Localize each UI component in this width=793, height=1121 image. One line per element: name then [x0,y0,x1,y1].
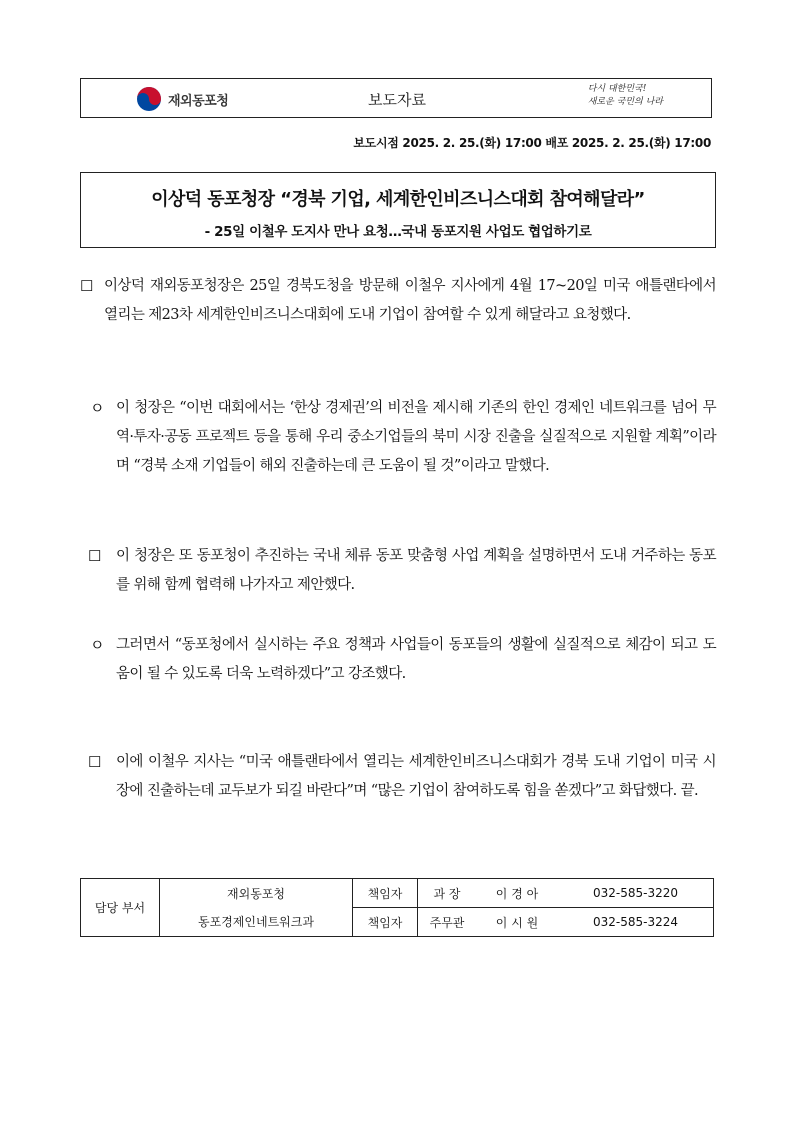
contact-phone: 032-585-3224 [558,908,714,937]
paragraph-text: 이 청장은 또 동포청이 추진하는 국내 체류 동포 맞춤형 사업 계획을 설명하면서 도내 거주하는 동포를 위해 함께 협력해 나가자고 제안했다. [116,548,716,593]
contact-phone: 032-585-3220 [558,879,714,908]
circle-marker: ㅇ [90,399,104,417]
slogan [588,83,663,109]
checkbox-marker: ☐ [80,277,93,295]
paragraph-4 [90,631,716,689]
checkbox-marker: ☐ [88,753,101,771]
paragraph-5 [88,748,716,806]
contact-title: 주무관 [418,908,477,937]
paragraph-2 [90,394,716,481]
contact-row [81,879,714,908]
contact-role: 책임자 [353,908,418,937]
slogan-line-1: 다시 대한민국! [587,84,647,94]
headline: 이상덕 동포청장 “경북 기업, 세계한인비즈니스대회 참여해달라” [151,189,645,210]
org-name: 재외동포청 [168,93,229,109]
doc-type: 보도자료 [368,91,426,109]
contact-name: 이 시 원 [476,908,558,937]
dept-division: 동포경제인네트워크과 [160,908,353,937]
release-info: 보도시점 2025. 2. 25.(화) 17:00 배포 2025. 2. 25.(화) 17:00 [353,136,711,150]
contact-name: 이 경 아 [476,879,558,908]
header-box [80,78,712,118]
paragraph-1 [80,272,716,330]
paragraph-text: 이에 이철우 지사는 “미국 애틀랜타에서 열리는 세계한인비즈니스대회가 경북 도내 기업이 미국 시장에 진출하는데 교두보가 되길 바란다”며 “많은 기업이 참여하도록 힘을 쏟겠다”고 화답했다. 끝. [116,754,716,799]
title-box [80,172,716,248]
checkbox-marker: ☐ [88,547,101,565]
paragraph-3 [88,542,716,600]
paragraph-text: 이상덕 재외동포청장은 25일 경북도청을 방문해 이철우 지사에게 4월 17~20일 미국 애틀랜타에서 열리는 제23차 세계한인비즈니스대회에 도내 기업이 참여할 수 있게 해달라고 요청했다. [104,278,716,323]
slogan-line-2: 새로운 국민의 나라 [587,97,663,107]
subheadline: - 25일 이철우 도지사 만나 요청…국내 동포지원 사업도 협업하기로 [204,224,592,240]
contact-role: 책임자 [353,879,418,908]
dept-org: 재외동포청 [160,879,353,908]
contact-table [80,878,714,937]
dept-label: 담당 부서 [81,879,160,937]
contact-title: 과 장 [418,879,477,908]
paragraph-text: 이 청장은 “이번 대회에서는 ‘한상 경제권’의 비전을 제시해 기존의 한인 경제인 네트워크를 넘어 무역·투자·공동 프로젝트 등을 통해 우리 중소기업들의 북미 시장 진출을 실질적으로 지원할 계획”이라며 “경북 소재 기업들이 해외 진출하는데 큰 도움이 될 것”이라고 말했다. [116,400,716,474]
contact-row [81,908,714,937]
paragraph-text: 그러면서 “동포청에서 실시하는 주요 정책과 사업들이 동포들의 생활에 실질적으로 체감이 되고 도움이 될 수 있도록 더욱 노력하겠다”고 강조했다. [116,637,716,682]
circle-marker: ㅇ [90,636,104,654]
